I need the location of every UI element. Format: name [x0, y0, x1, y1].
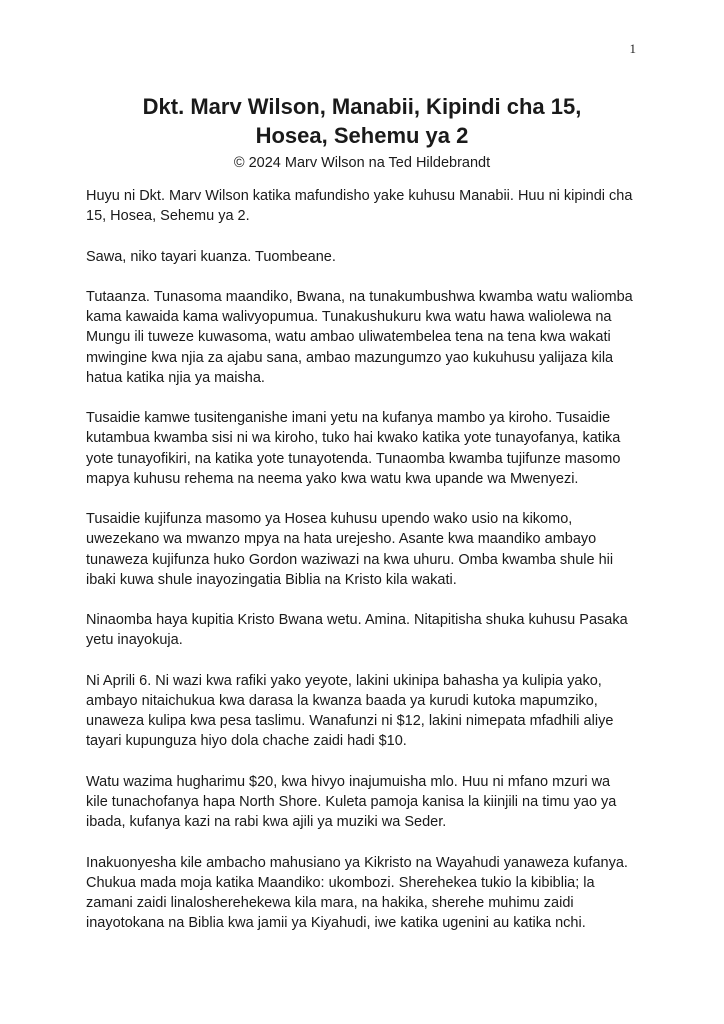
paragraph-line: 15, Hosea, Sehemu ya 2. — [86, 208, 250, 225]
paragraph-line: hatua katika njia ya maisha. — [86, 369, 265, 386]
document-title-line-2: Hosea, Sehemu ya 2 — [255, 123, 469, 148]
paragraph-line: Watu wazima hugharimu $20, kwa hivyo inajumuisha mlo. Huu ni mfano mzuri wa — [86, 773, 611, 790]
paragraph-line: yote tunayofikiri, na katika yote tunayotenda. Tunaomba kwamba tujifunze masomo — [86, 450, 621, 467]
paragraph-line: inayotokana na Biblia kwa jamii ya Kiyahudi, iwe katika ugenini au katika nchi. — [86, 915, 586, 932]
paragraph — [86, 247, 646, 267]
paragraph-line: Inakuonyesha kile ambacho mahusiano ya Kikristo na Wayahudi yanaweza kufanya. — [86, 854, 628, 871]
paragraph-line: mapya kuhusu rehema na neema yako kwa watu kwa upande wa Mwenyezi. — [86, 470, 579, 487]
paragraph-line: Ninaomba haya kupitia Kristo Bwana wetu. Amina. Nitapitisha shuka kuhusu Pasaka — [86, 612, 628, 629]
paragraph-line: Tusaidie kujifunza masomo ya Hosea kuhusu upendo wako usio na kikomo, — [86, 511, 573, 528]
page-number: 1 — [629, 41, 636, 56]
paragraph — [86, 408, 646, 489]
paragraph-line: ibada, kufanya kazi na rabi kwa ajili ya muziki wa Seder. — [86, 814, 447, 831]
paragraph-line: kutambua kwamba sisi ni wa kiroho, tuko hai kwako katika yote tunayofanya, katika — [86, 430, 621, 447]
paragraph-line: mwingine kwa njia za ajabu sana, ambao mazungumzo yao kukuhusu yalijaza kila — [86, 349, 614, 366]
paragraph — [86, 772, 646, 833]
paragraph-line: tunaweza kujifunza huko Gordon waziwazi na kwa uhuru. Omba kwamba shule hii — [86, 551, 614, 568]
paragraph — [86, 287, 646, 388]
paragraph-line: tayari kupunguza hiyo dola chache zaidi hadi $10. — [86, 733, 407, 750]
paragraph — [86, 186, 646, 226]
paragraph — [86, 671, 646, 752]
paragraph-line: kile tunachofanya hapa North Shore. Kuleta pamoja kanisa la kiinjili na timu yao ya — [86, 793, 617, 810]
paragraph — [86, 509, 646, 590]
paragraph-line: uwezekano wa mwanzo mpya na hata urejesho. Asante kwa maandiko ambayo — [86, 531, 597, 548]
paragraph-line: unaweza kulipa kwa pesa taslimu. Wanafunzi ni $12, lakini nimepata mfadhili aliye — [86, 713, 614, 730]
paragraph — [86, 610, 646, 650]
copyright-notice: © 2024 Marv Wilson na Ted Hildebrandt — [233, 155, 491, 171]
paragraph-line: Chukua mada moja katika Maandiko: ukombozi. Sherehekea tukio la kibiblia; la — [86, 874, 595, 891]
paragraph — [86, 853, 646, 934]
paragraph-line: Ni Aprili 6. Ni wazi kwa rafiki yako yeyote, lakini ukinipa bahasha ya kulipia yako, — [86, 672, 602, 689]
paragraph-line: kama kawaida kama walivyopumua. Tunakushukuru kwa watu hawa waliolewa na — [86, 309, 612, 326]
document-title-line-1: Dkt. Marv Wilson, Manabii, Kipindi cha 15, — [142, 94, 582, 119]
paragraph-line: Tutaanza. Tunasoma maandiko, Bwana, na tunakumbushwa kwamba watu waliomba — [86, 288, 633, 305]
paragraph-line: ambayo nitaichukua kwa darasa la kwanza baada ya kurudi kutoka mapumziko, — [86, 692, 598, 709]
paragraph-line: Sawa, niko tayari kuanza. Tuombeane. — [86, 248, 336, 265]
paragraph-line: ibaki kuwa shule inayozingatia Biblia na Kristo kila wakati. — [86, 571, 457, 588]
paragraph-line: yetu inayokuja. — [86, 632, 183, 649]
paragraph-line: zamani zaidi linalosherehekewa kila mara, na hakika, sherehe muhimu zaidi — [86, 894, 574, 911]
paragraph-line: Mungu ili tuweze kuwasoma, watu ambao uliwatembelea tena na tena kwa wakati — [86, 329, 611, 346]
paragraph-line: Huyu ni Dkt. Marv Wilson katika mafundisho yake kuhusu Manabii. Huu ni kipindi cha — [86, 188, 633, 204]
title-block — [0, 92, 724, 173]
document-body — [86, 186, 646, 954]
paragraph-line: Tusaidie kamwe tusitenganishe imani yetu na kufanya mambo ya kiroho. Tusaidie — [86, 410, 611, 427]
